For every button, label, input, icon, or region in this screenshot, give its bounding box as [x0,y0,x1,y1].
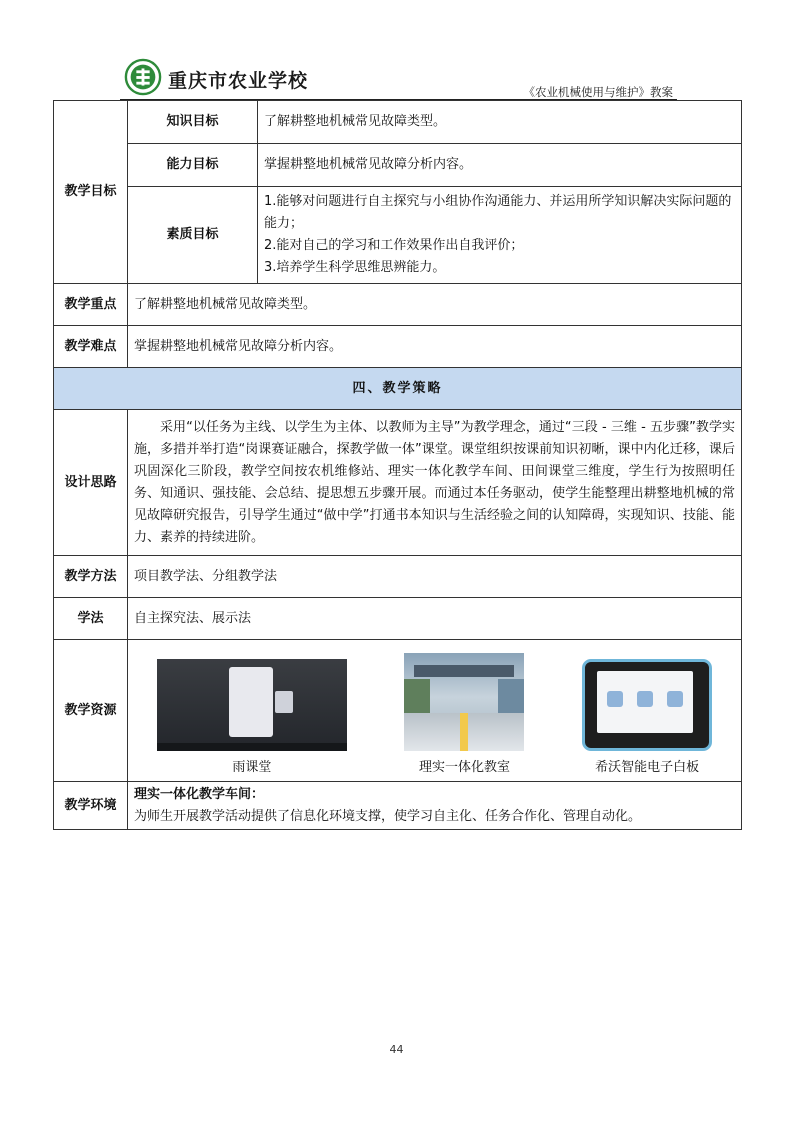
course-title: 《农业机械使用与维护》教案 [523,85,673,99]
resource-caption: 雨课堂 [232,759,272,775]
ability-objective-text: 掌握耕整地机械常见故障分析内容。 [258,144,742,187]
environment-cell [128,782,742,830]
quality-objective-label: 素质目标 [128,187,258,284]
knowledge-objective-label: 知识目标 [128,101,258,144]
key-point-label: 教学重点 [54,284,128,326]
quality-line-1: 1.能够对问题进行自主探究与小组协作沟通能力、并运用所学知识解决实际问题的能力； [264,194,732,231]
rain-classroom-screenshot-icon [157,659,347,751]
key-point-text: 了解耕整地机械常见故障类型。 [128,284,742,326]
design-label: 设计思路 [54,410,128,556]
design-text: 采用“以任务为主线、以学生为主体、以教师为主导”为教学理念，通过“三段 - 三维 - 五步骤”教学实施，多措并举打造“岗课赛证融合，探教学做一体”课堂。课堂组织按课前知识初晰，课中内化迁移，课后巩固深化三阶段，教学空间按农机维修站、理实一体化教学车间、田间课堂三维度，学生行为按照明任务、知通识、强技能、会总结、提思想五步骤开展。而通过本任务驱动，使学生能整理出耕整地机械的常见故障研究报告，引导学生通过“做中学”打通书本知识与生活经验之间的认知障碍，实现知识、技能、能力、素养的持续进阶。 [128,410,742,556]
environment-text: 为师生开展教学活动提供了信息化环境支撑，使学习自主化、任务合作化、管理自动化。 [134,808,642,824]
difficulty-label: 教学难点 [54,326,128,368]
smart-whiteboard-photo-icon [582,659,712,751]
resources-label: 教学资源 [54,640,128,782]
environment-label: 教学环境 [54,782,128,830]
resource-caption: 希沃智能电子白板 [595,759,700,775]
page-number: 44 [389,1043,404,1056]
lesson-plan-table [53,100,742,830]
quality-objective-text [258,187,742,284]
school-logo-icon [124,58,162,96]
resources-cell [128,640,742,782]
classroom-photo-icon [404,653,524,751]
environment-title: 理实一体化教学车间： [134,786,265,802]
school-name: 重庆市农业学校 [168,70,309,92]
objectives-label: 教学目标 [54,101,128,284]
section-title: 四、教学策略 [54,368,742,410]
quality-line-2: 2.能对自己的学习和工作效果作出自我评价； [264,238,524,253]
difficulty-text: 掌握耕整地机械常见故障分析内容。 [128,326,742,368]
study-label: 学法 [54,598,128,640]
study-text: 自主探究法、展示法 [128,598,742,640]
quality-line-3: 3.培养学生科学思维思辨能力。 [264,260,446,275]
resource-caption: 理实一体化教室 [418,759,510,775]
resource-item [157,659,347,779]
knowledge-objective-text: 了解耕整地机械常见故障类型。 [258,101,742,144]
resource-item [404,653,524,779]
resource-item [582,659,712,779]
method-text: 项目教学法、分组教学法 [128,556,742,598]
method-label: 教学方法 [54,556,128,598]
ability-objective-label: 能力目标 [128,144,258,187]
